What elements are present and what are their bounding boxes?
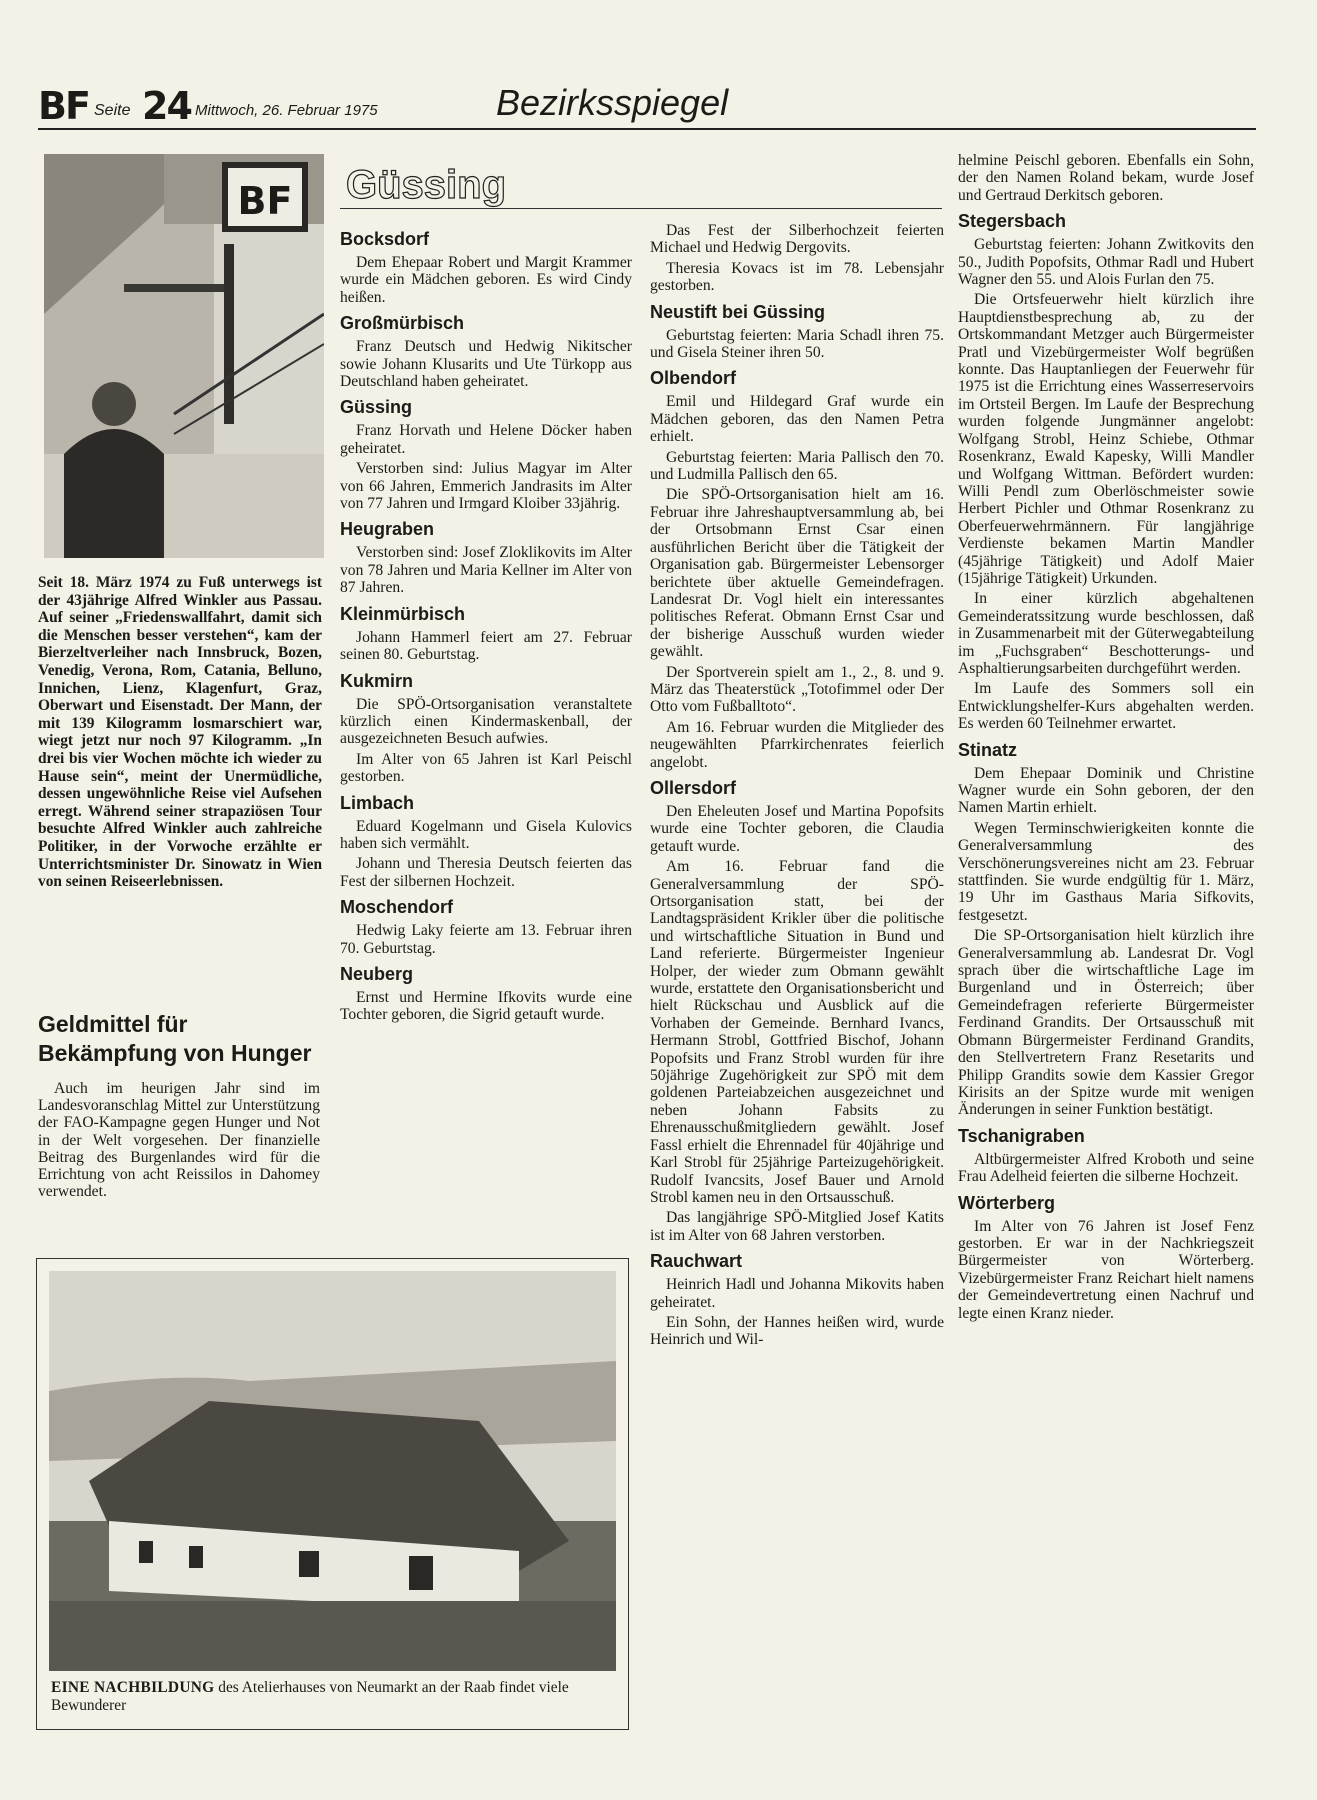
page-number: 24 bbox=[142, 84, 191, 128]
place-heading: Kukmirn bbox=[340, 670, 414, 691]
news-paragraph: Hedwig Laky feierte am 13. Februar ihren 70. Geburtstag. bbox=[340, 922, 632, 957]
sign-text: BF bbox=[237, 179, 293, 223]
section-logo-guessing bbox=[344, 160, 528, 208]
news-paragraph: Die SP-Ortsorganisation hielt kürzlich ihre Generalversammlung ab. Landesrat Dr. Vogl sprach über die wirtschaftliche Lage im Burgenland und in Österreich; über Gemeindefragen referierte Bürgermeister Ferdinand Grandits. Der Ortsausschuß mit Obmann Bürgermeister Ferdinand Grandits, den Stellvertretern Franz Resetarits und Philipp Grandits sowie dem Kassier Gregor Kirisits an der Spitze wurde mit wenigen Änderungen in seiner Funktion bestätigt. bbox=[958, 927, 1254, 1119]
news-paragraph: Johann und Theresia Deutsch feierten das Fest der silbernen Hochzeit. bbox=[340, 855, 632, 890]
page-label: Seite bbox=[94, 102, 131, 119]
article-body: Auch im heurigen Jahr sind im Landesvoranschlag Mittel zur Unterstützung der FAO-Kampagne gegen Hunger und Not in der Welt vorgesehen. Der finanzielle Beitrag des Burgenlandes wird für die Errichtung von acht Reissilos in Dahomey verwendet. bbox=[38, 1080, 320, 1201]
photo-caption-atelierhaus bbox=[51, 1679, 611, 1715]
news-paragraph: helmine Peischl geboren. Ebenfalls ein Sohn, der den Namen Roland bekam, wurde Josef und Gertraud Derkitsch geboren. bbox=[958, 152, 1254, 204]
column-4 bbox=[958, 152, 1254, 1325]
newspaper-logo: BF bbox=[38, 84, 89, 128]
place-heading: Neuberg bbox=[340, 963, 414, 984]
caption-rest: des Atelierhauses von Neumarkt an der Raab findet viele Bewunderer bbox=[51, 1679, 569, 1714]
place-heading: Güssing bbox=[340, 397, 413, 418]
news-paragraph: Dem Ehepaar Robert und Margit Krammer wurde ein Mädchen geboren. Es wird Cindy heißen. bbox=[340, 254, 632, 306]
place-heading: Moschendorf bbox=[340, 897, 454, 918]
issue-date: Mittwoch, 26. Februar 1975 bbox=[195, 102, 378, 119]
place-heading: Bocksdorf bbox=[340, 229, 430, 249]
news-paragraph: Heinrich Hadl und Johanna Mikovits haben geheiratet. bbox=[650, 1276, 944, 1311]
news-paragraph: Den Eheleuten Josef und Martina Popofsits wurde eine Tochter geboren, die Claudia getauft wurde. bbox=[650, 802, 944, 855]
news-paragraph: Das Fest der Silberhochzeit feierten Michael und Hedwig Dergovits. bbox=[650, 222, 944, 257]
news-paragraph: Franz Deutsch und Hedwig Nikitscher sowie Johann Klusarits und Ute Türkopp aus Deutschland haben geheiratet. bbox=[340, 338, 632, 391]
news-paragraph: Emil und Hildegard Graf wurde ein Mädchen geboren, das den Namen Petra erhielt. bbox=[650, 393, 944, 446]
atelierhaus-image bbox=[49, 1271, 616, 1671]
place-heading: Stinatz bbox=[958, 739, 1018, 760]
news-paragraph: Verstorben sind: Julius Magyar im Alter von 66 Jahren, Emmerich Jandrasits im Alter von 77 Jahren und Irmgard Kloiber 33jährig. bbox=[340, 460, 632, 513]
news-paragraph: Theresia Kovacs ist im 78. Lebensjahr gestorben. bbox=[650, 259, 944, 295]
news-paragraph: Im Laufe des Sommers soll ein Entwicklungshelfer-Kurs abgehalten werden. Es werden 60 Teilnehmer erwartet. bbox=[958, 680, 1254, 733]
photo-walker bbox=[44, 154, 324, 558]
news-paragraph: Ein Sohn, der Hannes heißen wird, wurde Heinrich und Wil- bbox=[650, 1313, 944, 1349]
news-paragraph: Das langjährige SPÖ-Mitglied Josef Katits ist im Alter von 68 Jahren verstorben. bbox=[650, 1209, 944, 1244]
place-heading: Stegersbach bbox=[958, 211, 1067, 232]
news-paragraph: Ernst und Hermine Ifkovits wurde eine Tochter geboren, die Sigrid getauft wurde. bbox=[340, 988, 632, 1024]
section-rule bbox=[340, 208, 942, 209]
place-heading: Ollersdorf bbox=[650, 777, 737, 798]
news-paragraph: Die SPÖ-Ortsorganisation hielt am 16. Februar ihre Jahreshauptversammlung ab, bei der Ortsobmann Ernst Csar einen ausführlichen Bericht über die Tätigkeit der Organisation gab. Bürgermeister Lebensorger berichtete über aktuelle Gemeindefragen. Landesrat Dr. Vogl hielt ein interessantes politisches Referat. Obmann Ernst Csar und der bisherige Ausschuß wurden wieder gewählt. bbox=[650, 486, 944, 661]
masthead bbox=[38, 80, 1256, 130]
article-headline: Geldmittel für Bekämpfung von Hunger bbox=[38, 1011, 312, 1066]
news-paragraph: Am 16. Februar fand die Generalversammlung der SPÖ-Ortsorganisation statt, bei der Landtagspräsident Krikler über die politische und wirtschaftliche Situation in Bund und Land referierte. Bürgermeister Ingenieur Holper, der wieder zum Obmann gewählt wurde, erstattete den Organisationsbericht und hielt Rückschau und Ausblick auf die Vorhaben der Gemeinde. Bernhard Ivancs, Hermann Strobl, Gottfried Bischof, Johann Popofsits und Franz Strobl wurden für ihre 50jährige Zugehörigkeit zur SPÖ mit dem goldenen Parteiabzeichen ausgezeichnet und neben Johann Fabsits zu Ehrenausschußmitgliedern gewählt. Josef Fassl erhielt die Ehrennadel für 40jährige und Karl Strobl für 25jährige Parteizugehörigkeit. Rudolf Ivancsits, Josef Bauer und Arnold Strobl kamen neu in den Ortsausschuß. bbox=[650, 858, 944, 1206]
section-title: Bezirksspiegel bbox=[496, 82, 729, 123]
place-heading: Wörterberg bbox=[958, 1192, 1056, 1213]
place-heading: Großmürbisch bbox=[340, 313, 465, 334]
place-heading: Kleinmürbisch bbox=[340, 603, 466, 624]
news-paragraph: Die SPÖ-Ortsorganisation veranstaltete kürzlich einen Kindermaskenball, der ausgezeichneten Besuch aufwies. bbox=[340, 695, 632, 748]
news-paragraph: In einer kürzlich abgehaltenen Gemeinderatssitzung wurde beschlossen, daß in Zusammenarbeit mit der Güterwegabteilung im „Fuchsgraben“ Beschotterungs- und Asphaltierungsarbeiten durchgeführt werden. bbox=[958, 590, 1254, 677]
news-paragraph: Geburtstag feierten: Maria Pallisch den 70. und Ludmilla Pallisch den 65. bbox=[650, 448, 944, 484]
caption-caps: EINE NACHBILDUNG bbox=[51, 1679, 215, 1696]
news-paragraph: Im Alter von 65 Jahren ist Karl Peischl gestorben. bbox=[340, 750, 632, 786]
place-heading: Heugraben bbox=[340, 519, 435, 540]
photo-atelierhaus bbox=[36, 1258, 629, 1730]
place-heading: Limbach bbox=[340, 792, 415, 813]
place-heading: Tschanigraben bbox=[958, 1125, 1085, 1146]
news-paragraph: Franz Horvath und Helene Döcker haben geheiratet. bbox=[340, 422, 632, 457]
photo-caption-walker: Seit 18. März 1974 zu Fuß unterwegs ist der 43jährige Alfred Winkler aus Passau. Auf seiner „Friedenswallfahrt, damit sich die Menschen besser verstehen“, kam der Bierzeltverleiher nach Innsbruck, Bozen, Venedig, Verona, Rom, Catania, Belluno, Innichen, Lienz, Klagenfurt, Graz, Oberwart und Eisenstadt. Der Mann, der mit 139 Kilogramm losmarschiert war, wiegt jetzt nur noch 97 Kilogramm. „In drei bis vier Wochen möchte ich wieder zu Hause sein“, meint der Unermüdliche, dessen ungewöhnliche Reise viel Aufsehen erregt. Während seiner strapaziösen Tour besuchte Alfred Winkler auch zahlreiche Politiker, in der Vorwoche erzählte er Unterrichtsminister Dr. Sinowatz in Wien von seinen Reiseerlebnissen. bbox=[38, 574, 322, 891]
news-paragraph: Wegen Terminschwierigkeiten konnte die Generalversammlung des Verschönerungsvereines nicht am 23. Februar stattfinden. Sie wurde endgültig für 1. März, 19 Uhr im Gasthaus Maria Sifkovits, festgesetzt. bbox=[958, 819, 1254, 924]
news-paragraph: Im Alter von 76 Jahren ist Josef Fenz gestorben. Er war in der Nachkriegszeit Bürgermeister von Wörterberg. Vizebürgermeister Franz Reichart hielt namens der Gemeindevertretung einen Nachruf und legte einen Kranz nieder. bbox=[958, 1217, 1254, 1322]
place-heading: Neustift bei Güssing bbox=[650, 301, 826, 322]
news-paragraph: Verstorben sind: Josef Zloklikovits im Alter von 78 Jahren und Maria Kellner im Alter von 87 Jahren. bbox=[340, 544, 632, 597]
section-logo-text: Güssing bbox=[346, 163, 507, 207]
news-paragraph: Am 16. Februar wurden die Mitglieder des neugewählten Pfarrkirchenrates feierlich angelobt. bbox=[650, 718, 944, 771]
news-paragraph: Johann Hammerl feiert am 27. Februar seinen 80. Geburtstag. bbox=[340, 628, 632, 664]
news-paragraph: Geburtstag feierten: Johann Zwitkovits den 50., Judith Popofsits, Othmar Radl und Hubert Wagner den 55. und Alois Furlan den 75. bbox=[958, 236, 1254, 289]
news-paragraph: Der Sportverein spielt am 1., 2., 8. und 9. März das Theaterstück „Totofimmel oder Der Otto vom Fußballtoto“. bbox=[650, 663, 944, 716]
news-paragraph: Die Ortsfeuerwehr hielt kürzlich ihre Hauptdienstbesprechung ab, zu der Ortskommandant Metzger auch Bürgermeister Pratl und Vizebürgermeister Wolf begrüßen konnte. Das Hauptanliegen der Feuerwehr für 1975 ist die Errichtung eines Wasserreservoirs im Ortsteil Bergen. Im Laufe der Besprechung wurden folgende Jungmänner angelobt: Wolfgang Strobl, Heinz Schiebe, Othmar Rosenkranz, Ewald Kapesky, Willi Mandler und Wolfgang Wittman. Befördert wurden: Willi Pendl zum Oberlöschmeister sowie Herbert Pichler und Othmar Rosenkranz zu Oberfeuerwehrmännern. Für langjährige Verdienste bekamen Martin Mandler (45jährige Tätigkeit) und Adolf Maier (15jährige Tätigkeit) Urkunden. bbox=[958, 291, 1254, 587]
news-paragraph: Altbürgermeister Alfred Kroboth und seine Frau Adelheid feierten die silberne Hochzeit. bbox=[958, 1150, 1254, 1186]
news-paragraph: Dem Ehepaar Dominik und Christine Wagner wurde ein Sohn geboren, der den Namen Martin erhielt. bbox=[958, 764, 1254, 817]
news-paragraph: Geburtstag feierten: Maria Schadl ihren 75. und Gisela Steiner ihren 50. bbox=[650, 326, 944, 362]
place-heading: Olbendorf bbox=[650, 368, 736, 389]
column-2 bbox=[340, 222, 632, 1027]
news-paragraph: Eduard Kogelmann und Gisela Kulovics haben sich vermählt. bbox=[340, 817, 632, 852]
place-heading: Rauchwart bbox=[650, 1251, 743, 1272]
column-3 bbox=[650, 222, 944, 1352]
